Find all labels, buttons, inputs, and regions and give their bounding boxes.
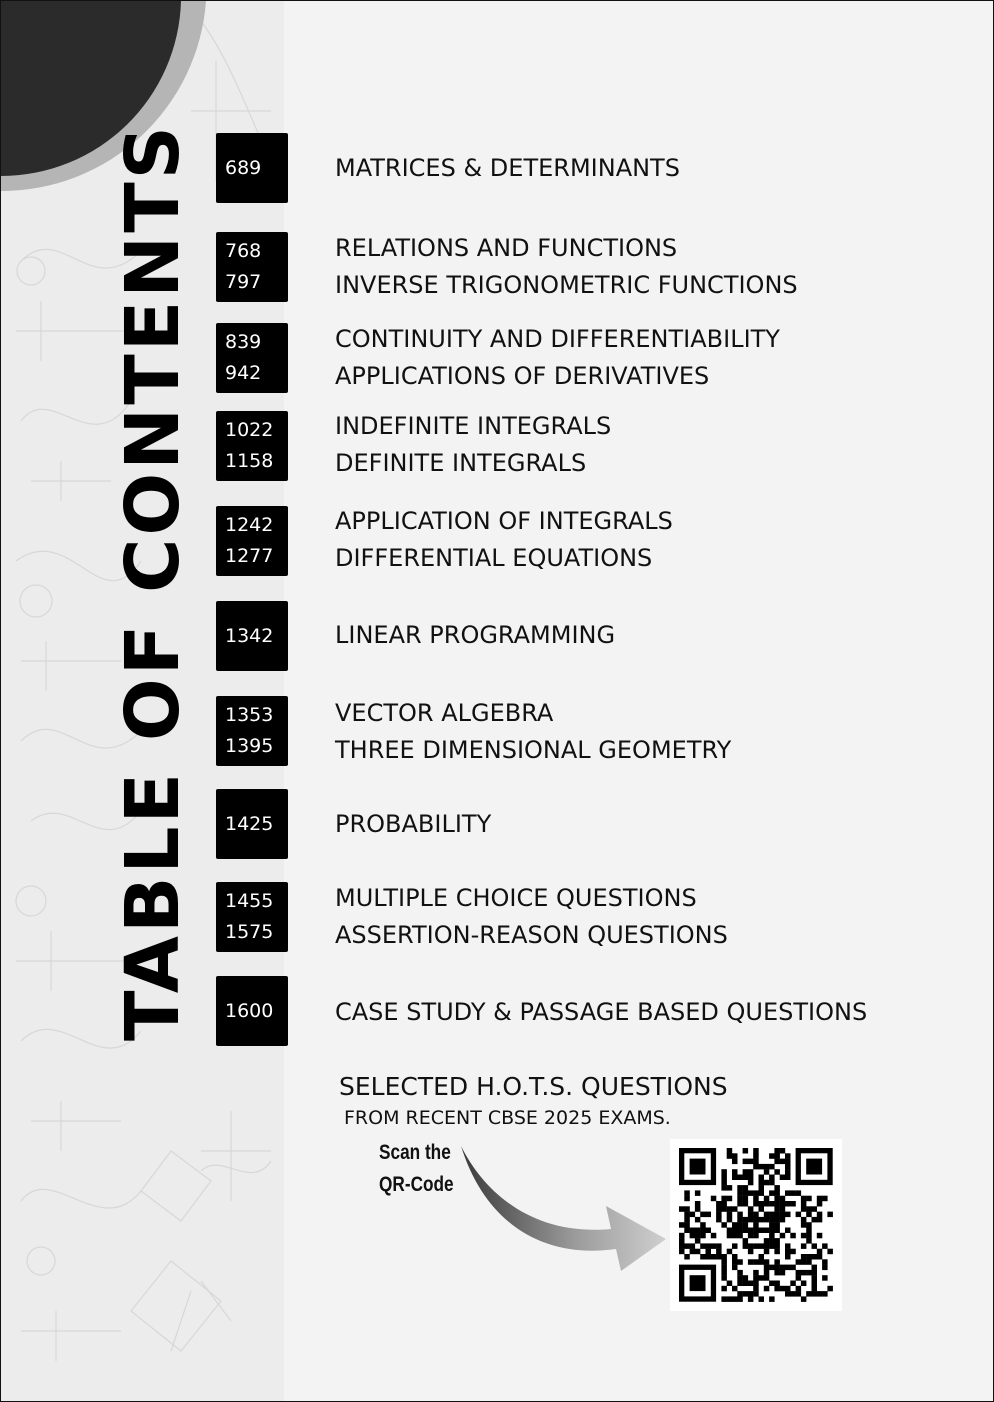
page-number: 689 <box>225 156 262 179</box>
page-number: 1455 <box>225 890 274 912</box>
page-number-badge <box>216 882 288 952</box>
chapter-title: PROBABILITY <box>335 809 492 838</box>
chapter-titles <box>335 977 867 1047</box>
chapter-titles <box>335 323 780 393</box>
chapter-title: LINEAR PROGRAMMING <box>335 620 616 649</box>
chapter-title: MATRICES & DETERMINANTS <box>335 153 680 182</box>
curved-arrow-icon <box>456 1141 671 1276</box>
chapter-title: APPLICATION OF INTEGRALS <box>335 507 673 535</box>
page-number-badge <box>216 411 288 481</box>
chapter-title: CASE STUDY & PASSAGE BASED QUESTIONS <box>335 997 868 1026</box>
chapter-title: CONTINUITY AND DIFFERENTIABILITY <box>335 325 780 353</box>
chapter-title: INVERSE TRIGONOMETRIC FUNCTIONS <box>335 271 798 299</box>
page-number: 768 <box>225 240 262 262</box>
page-number-badge <box>216 506 288 576</box>
chapter-title: ASSERTION-REASON QUESTIONS <box>335 921 728 949</box>
hots-heading: SELECTED H.O.T.S. QUESTIONS <box>339 1072 728 1101</box>
page-number: 1395 <box>225 735 274 757</box>
chapter-title: VECTOR ALGEBRA <box>335 699 554 727</box>
chapter-title: DIFFERENTIAL EQUATIONS <box>335 544 653 572</box>
hots-subheading: FROM RECENT CBSE 2025 EXAMS. <box>344 1107 671 1129</box>
chapter-title: THREE DIMENSIONAL GEOMETRY <box>335 736 732 764</box>
page-number: 797 <box>225 271 262 293</box>
page-number-badge <box>216 601 288 671</box>
page-number: 1425 <box>225 812 274 835</box>
scan-instruction <box>379 1137 454 1201</box>
page-number: 1242 <box>225 514 274 536</box>
page-number-badge <box>216 232 288 302</box>
chapter-title: RELATIONS AND FUNCTIONS <box>335 234 678 262</box>
page-number-badge <box>216 976 288 1046</box>
scan-line-1: Scan the <box>379 1141 451 1164</box>
page-title: TABLE OF CONTENTS <box>110 123 196 1041</box>
page-number: 1575 <box>225 921 274 943</box>
page-number-badge <box>216 133 288 203</box>
chapter-titles <box>335 133 680 203</box>
chapter-titles <box>335 600 615 670</box>
page-number: 1277 <box>225 545 274 567</box>
page-number-badge <box>216 789 288 859</box>
chapter-titles <box>335 505 673 575</box>
chapter-titles <box>335 232 798 302</box>
chapter-titles <box>335 697 731 767</box>
page-number: 839 <box>225 331 262 353</box>
scan-line-2: QR-Code <box>379 1173 454 1196</box>
chapter-title: INDEFINITE INTEGRALS <box>335 412 612 440</box>
page-number: 1600 <box>225 999 274 1022</box>
page-number: 1022 <box>225 419 274 441</box>
qr-code-graphic <box>670 1139 842 1311</box>
page-number-badge <box>216 323 288 393</box>
chapter-title: APPLICATIONS OF DERIVATIVES <box>335 362 710 390</box>
page-number: 1353 <box>225 704 274 726</box>
chapter-title: MULTIPLE CHOICE QUESTIONS <box>335 884 697 912</box>
chapter-titles <box>335 410 611 480</box>
chapter-titles <box>335 882 728 952</box>
page-number: 1342 <box>225 624 274 647</box>
chapter-title: DEFINITE INTEGRALS <box>335 449 587 477</box>
page-number: 1158 <box>225 450 274 472</box>
page-number: 942 <box>225 362 262 384</box>
chapter-titles <box>335 789 491 859</box>
page-number-badge <box>216 696 288 766</box>
qr-code-icon[interactable] <box>670 1139 842 1311</box>
